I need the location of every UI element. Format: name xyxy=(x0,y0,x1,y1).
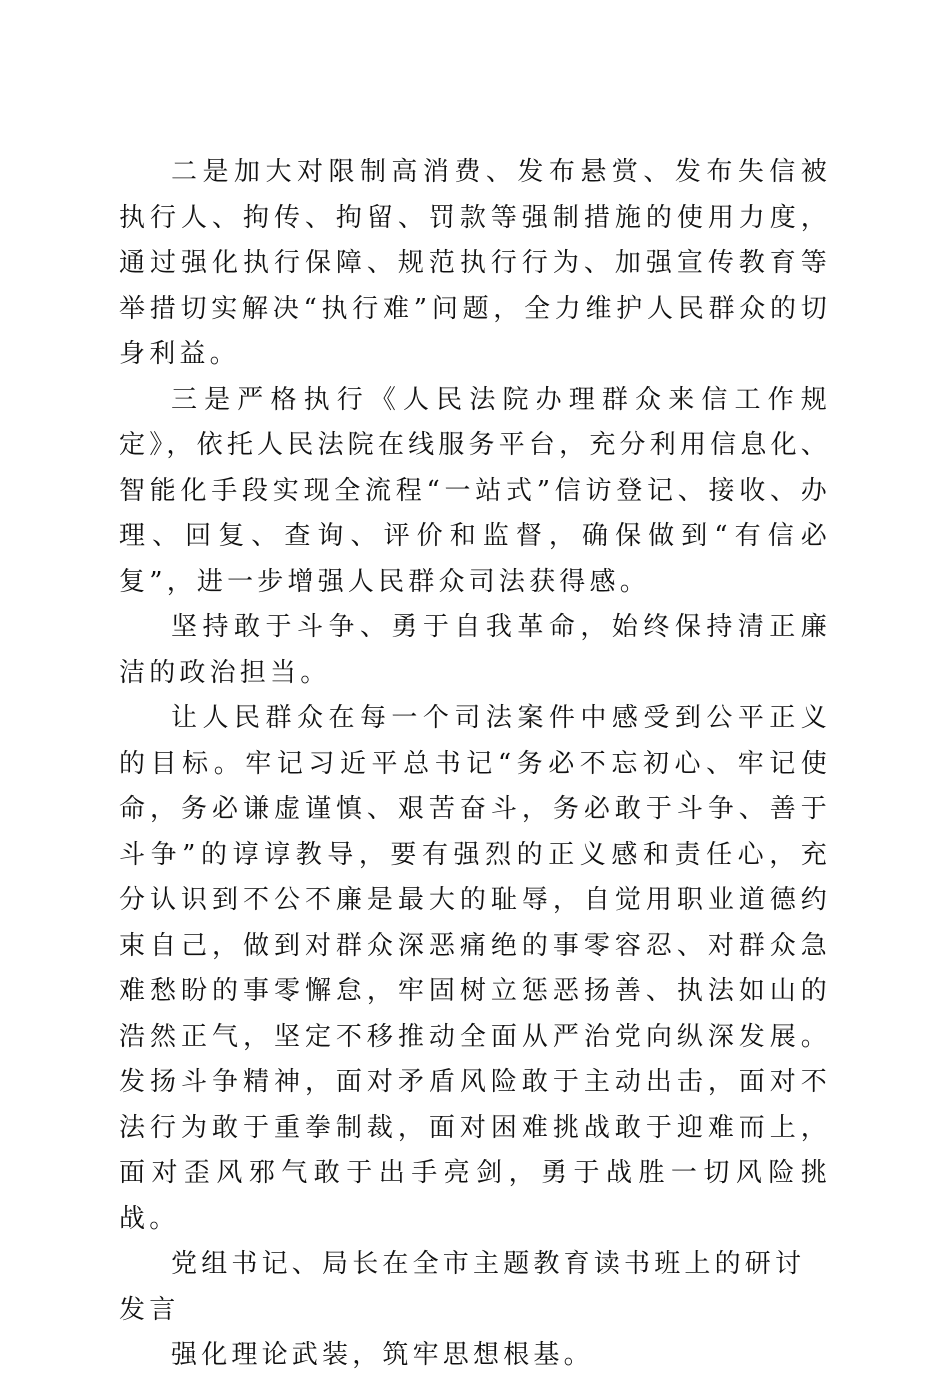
paragraph-struggle-and-integrity: 坚持敢于斗争、勇于自我革命，始终保持清正廉洁的政治担当。 xyxy=(119,612,831,688)
paragraph-theoretical-armament: 强化理论武装，筑牢思想根基。 xyxy=(171,1340,594,1370)
paragraph-enforcement-measures: 二是加大对限制高消费、发布悬赏、发布失信被执行人、拘传、拘留、罚款等强制措施的使用力度，通过强化执行保障、规范执行行为、加强宣传教育等举措切实解决“执行难”问题，全力维护人民群众的切身利益。 xyxy=(119,157,831,369)
paragraph-fairness-and-justice: 让人民群众在每一个司法案件中感受到公平正义的目标。牢记习近平总书记“务必不忘初心、牢记使命，务必谦虚谨慎、艰苦奋斗，务必敢于斗争、善于斗争”的谆谆教导，要有强烈的正义感和责任心，充分认识到不公不廉是最大的耻辱，自觉用职业道德约束自己，做到对群众深恶痛绝的事零容忍、对群众急难愁盼的事零懈怠，牢固树立惩恶扬善、执法如山的浩然正气，坚定不移推动全面从严治党向纵深发展。发扬斗争精神，面对矛盾风险敢于主动出击，面对不法行为敢于重拳制裁，面对困难挑战敢于迎难而上，面对歪风邪气敢于出手亮剑，勇于战胜一切风险挑战。 xyxy=(119,703,831,1234)
paragraph-letters-and-visits: 三是严格执行《人民法院办理群众来信工作规定》，依托人民法院在线服务平台，充分利用信息化、智能化手段实现全流程“一站式”信访登记、接收、办理、回复、查询、评价和监督，确保做到“有信必复”，进一步增强人民群众司法获得感。 xyxy=(119,384,831,597)
section-heading-speech: 党组书记、局长在全市主题教育读书班上的研讨发言 xyxy=(119,1249,806,1325)
document-body xyxy=(119,150,831,1379)
